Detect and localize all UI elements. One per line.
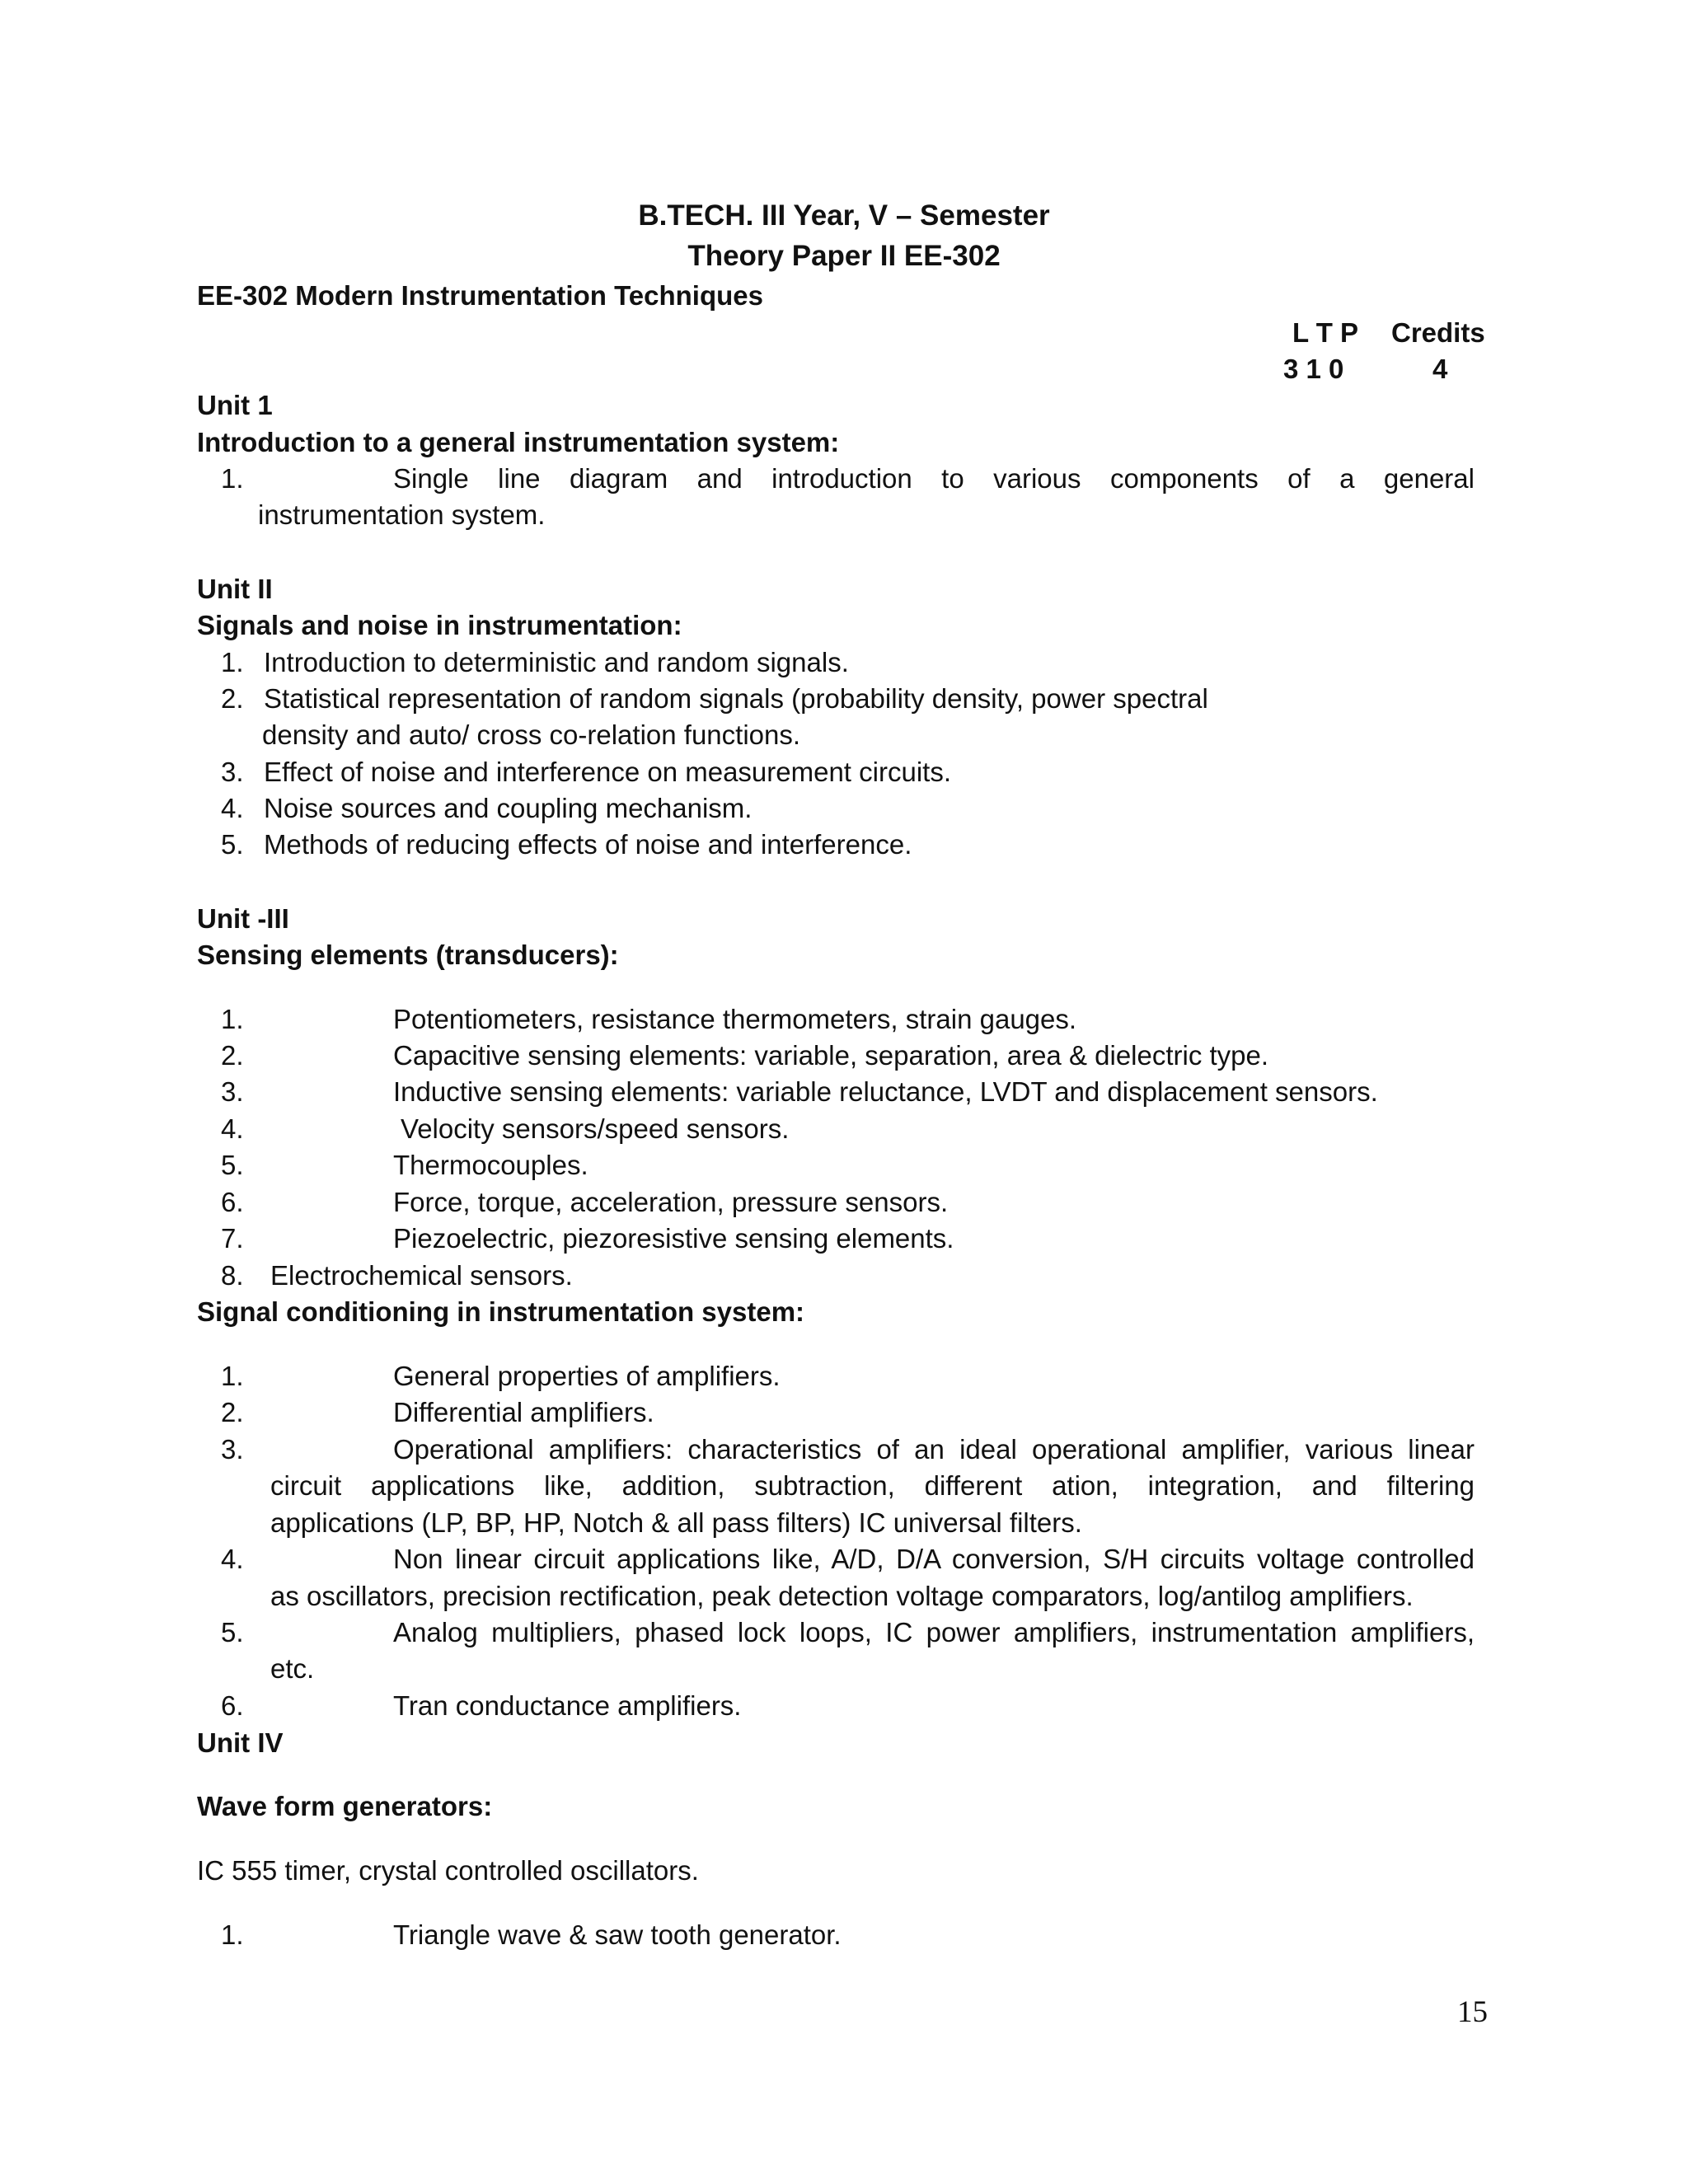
list-item: Force, torque, acceleration, pressure sensors. — [393, 1187, 949, 1217]
list-number: 2. — [221, 1397, 244, 1427]
unit1-heading: Unit 1 — [197, 390, 273, 420]
page-number: 15 — [1457, 1995, 1488, 2029]
unit1-item-number: 1. — [221, 463, 244, 494]
ltp-value: 3 1 0 — [1283, 354, 1344, 384]
list-item: Statistical representation of random signals (probability density, power spectral — [264, 683, 1208, 714]
unit3-topic: Sensing elements (transducers): — [197, 940, 619, 970]
list-item: Inductive sensing elements: variable reluctance, LVDT and displacement sensors. — [393, 1076, 1378, 1107]
list-number: 4. — [221, 1544, 244, 1574]
list-number: 6. — [221, 1690, 244, 1721]
list-item: Piezoelectric, piezoresistive sensing elements. — [393, 1223, 954, 1254]
ltp-label: L T P — [1292, 317, 1359, 348]
list-number: 2. — [221, 1040, 244, 1071]
list-item: Analog multipliers, phased lock loops, IC power amplifiers, instrumentation amplifiers, — [393, 1617, 1475, 1647]
list-item: Introduction to deterministic and random signals. — [264, 647, 849, 677]
list-item: Methods of reducing effects of noise and interference. — [264, 829, 912, 860]
list-item: Noise sources and coupling mechanism. — [264, 793, 753, 823]
credits-value: 4 — [1432, 354, 1448, 384]
list-item-cont: density and auto/ cross co-relation functions. — [262, 719, 801, 750]
list-number: 1. — [221, 1004, 244, 1034]
list-item: Triangle wave & saw tooth generator. — [393, 1919, 842, 1950]
header-line-1: B.TECH. III Year, V – Semester — [638, 199, 1050, 232]
unit4-topic: Wave form generators: — [197, 1791, 493, 1821]
list-item: General properties of amplifiers. — [393, 1361, 781, 1391]
list-number: 1. — [221, 647, 244, 677]
list-item: Thermocouples. — [393, 1150, 588, 1180]
list-item: Electrochemical sensors. — [270, 1260, 573, 1291]
unit3-heading: Unit -III — [197, 903, 289, 934]
unit1-topic: Introduction to a general instrumentation system: — [197, 427, 840, 457]
list-number: 5. — [221, 829, 244, 860]
list-number: 1. — [221, 1919, 244, 1950]
list-number: 4. — [221, 793, 244, 823]
unit1-item-text: Single line diagram and introduction to various components of a general — [393, 463, 1475, 494]
signal-conditioning-topic: Signal conditioning in instrumentation system: — [197, 1296, 805, 1327]
list-number: 7. — [221, 1223, 244, 1254]
list-number: 5. — [221, 1150, 244, 1180]
list-item: Potentiometers, resistance thermometers, strain gauges. — [393, 1004, 1077, 1034]
list-item-cont: circuit applications like, addition, subtraction, different ation, integration, and filtering — [270, 1470, 1475, 1501]
list-item: Velocity sensors/speed sensors. — [401, 1113, 790, 1144]
course-title: EE-302 Modern Instrumentation Techniques — [197, 280, 763, 311]
list-number: 4. — [221, 1113, 244, 1144]
list-item-cont: applications (LP, BP, HP, Notch & all pass filters) IC universal filters. — [270, 1507, 1082, 1538]
list-item: Operational amplifiers: characteristics of an ideal operational amplifier, various linear — [393, 1434, 1475, 1465]
list-item: Effect of noise and interference on measurement circuits. — [264, 757, 951, 787]
list-item: Capacitive sensing elements: variable, separation, area & dielectric type. — [393, 1040, 1269, 1071]
unit2-heading: Unit II — [197, 574, 273, 604]
unit4-heading: Unit IV — [197, 1727, 284, 1758]
list-number: 3. — [221, 1076, 244, 1107]
list-number: 2. — [221, 683, 244, 714]
list-item: Tran conductance amplifiers. — [393, 1690, 742, 1721]
list-number: 8. — [221, 1260, 244, 1291]
unit2-topic: Signals and noise in instrumentation: — [197, 610, 682, 640]
unit1-item-text-cont: instrumentation system. — [258, 499, 546, 530]
header-line-2: Theory Paper II EE-302 — [687, 240, 1001, 272]
credits-label: Credits — [1391, 317, 1485, 348]
list-item: Differential amplifiers. — [393, 1397, 654, 1427]
list-number: 3. — [221, 757, 244, 787]
list-item-cont: as oscillators, precision rectification, peak detection voltage comparators, log/antilog amplifiers. — [270, 1581, 1414, 1611]
list-number: 1. — [221, 1361, 244, 1391]
list-item-cont: etc. — [270, 1653, 315, 1684]
list-item: Non linear circuit applications like, A/D, D/A conversion, S/H circuits voltage controlled — [393, 1544, 1475, 1574]
list-number: 3. — [221, 1434, 244, 1465]
list-number: 6. — [221, 1187, 244, 1217]
unit4-intro: IC 555 timer, crystal controlled oscillators. — [197, 1855, 699, 1886]
list-number: 5. — [221, 1617, 244, 1647]
